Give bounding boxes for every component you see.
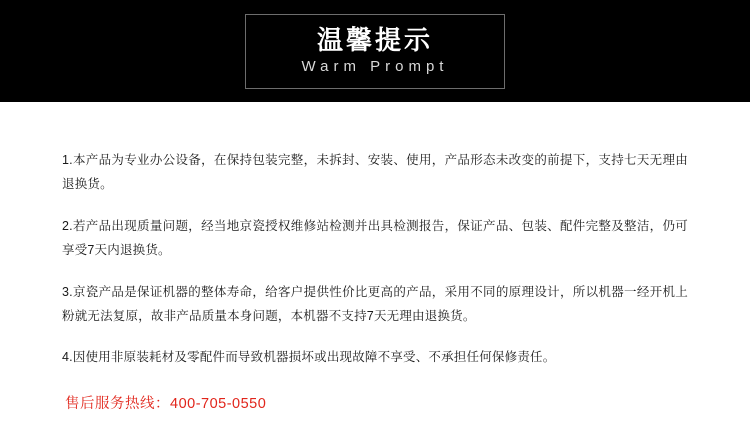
content-body	[0, 102, 750, 413]
page-title-cn: 温馨提示	[316, 24, 433, 55]
policy-paragraph-2: 2.若产品出现质量问题，经当地京瓷授权维修站检测并出具检测报告，保证产品、包装、配件完整及整洁，仍可享受7天内退换货。	[62, 218, 688, 258]
policy-paragraph-4: 4.因使用非原装耗材及零配件而导致机器损坏或出现故障不享受、不承担任何保修责任。	[62, 350, 556, 365]
page-title-en: Warm Prompt	[301, 57, 449, 75]
policy-paragraph-1: 1.本产品为专业办公设备，在保持包装完整，未拆封、安装、使用，产品形态未改变的前提下，支持七天无理由退换货。	[62, 153, 688, 192]
policy-paragraph-3: 3.京瓷产品是保证机器的整体寿命，给客户提供性价比更高的产品，采用不同的原理设计，所以机器一经开机上粉就无法复原，故非产品质量本身问题，本机器不支持7天无理由退换货。	[62, 284, 688, 323]
after-sales-hotline: 售后服务热线：400-705-0550	[65, 395, 267, 412]
content-panel	[0, 102, 750, 448]
page-header	[0, 0, 750, 102]
title-box	[245, 14, 506, 89]
